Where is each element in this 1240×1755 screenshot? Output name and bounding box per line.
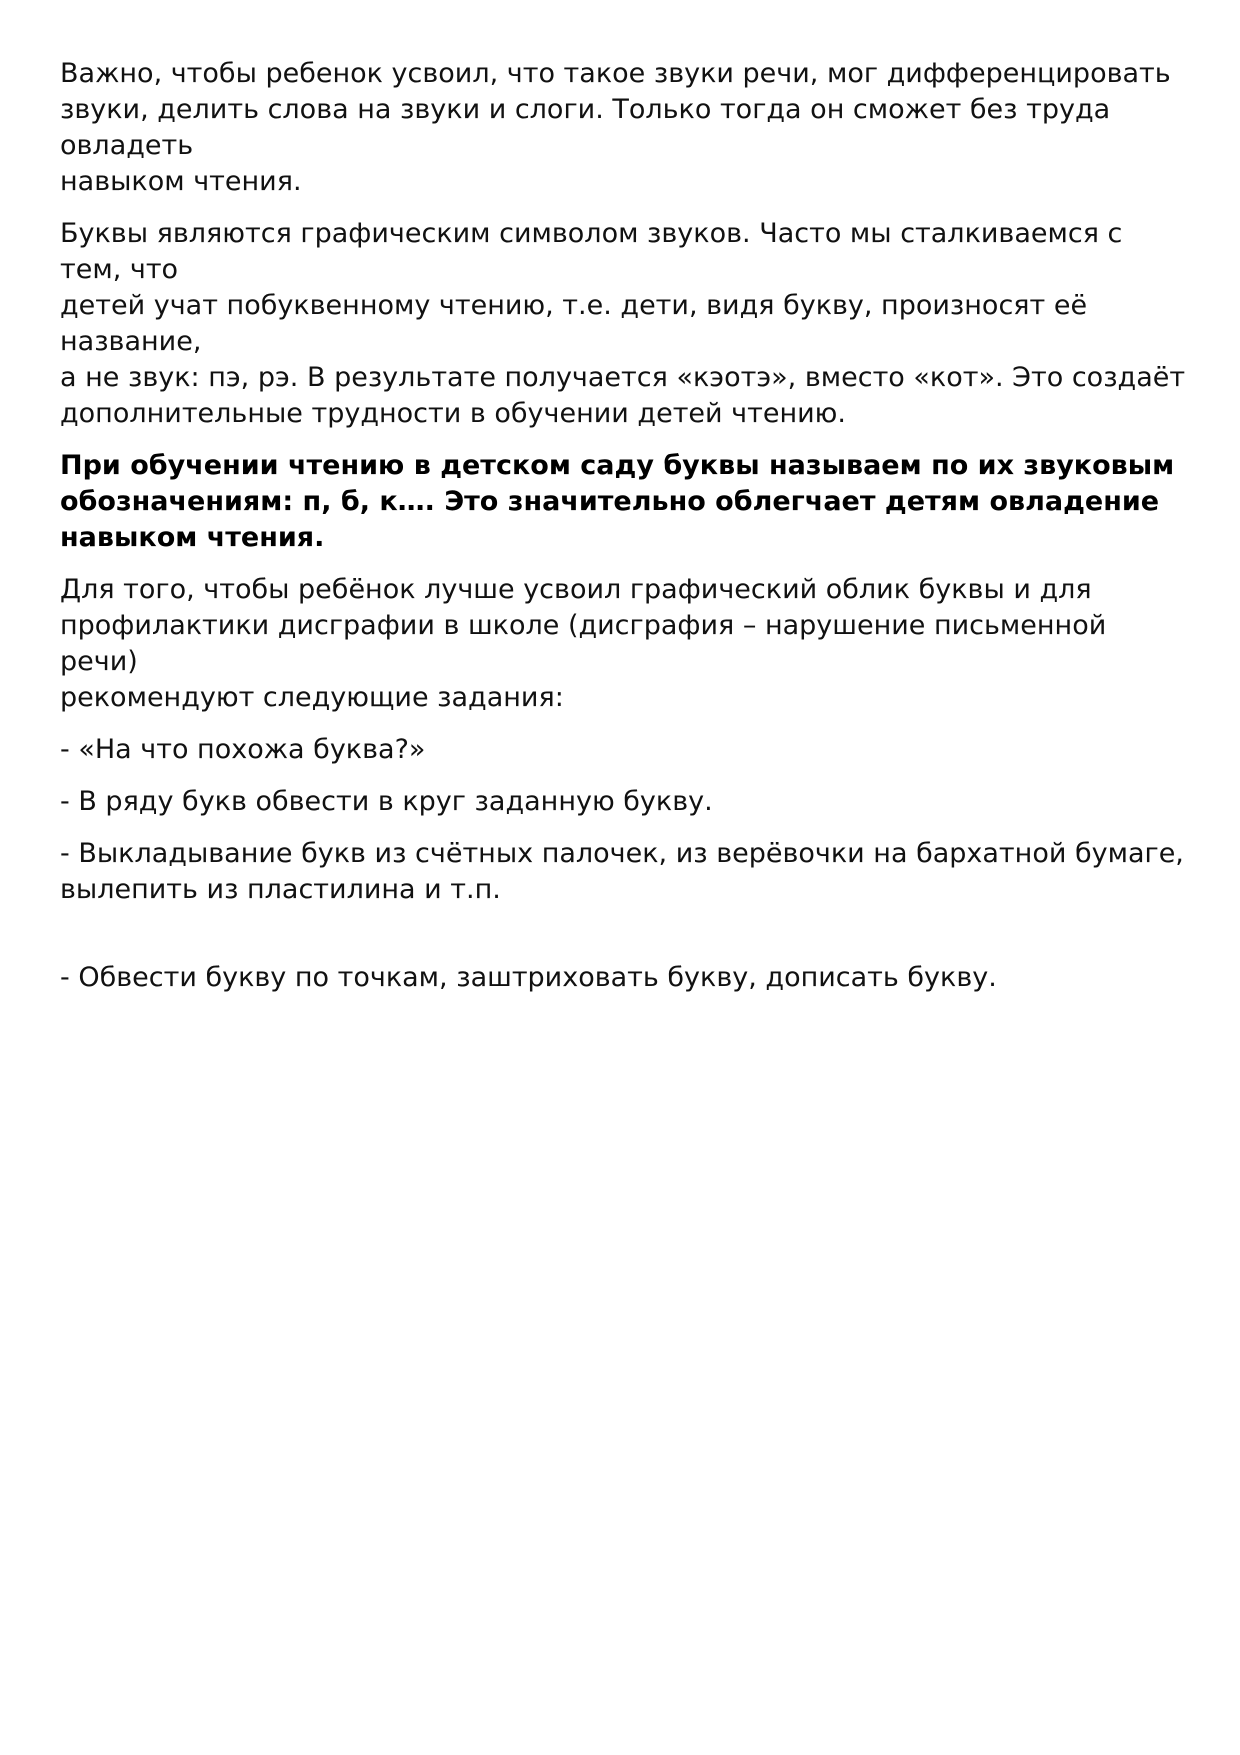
letters-paragraph: Буквы являются графическим символом звуков. Часто мы сталкиваемся с тем, что детей учат побуквенному чтению, т.е. дети, видя букву, произносят её название, а не звук: пэ, рэ. В результате получается «кэотэ», вместо «кот». Это создаёт дополнительные трудности в обучении детей чтению. — [60, 218, 1186, 429]
dysgraphia-paragraph: Для того, чтобы ребёнок лучше усвоил графический облик буквы и для профилактики дисграфии в школе (дисграфия – нарушение письменной речи) рекомендуют следующие задания: — [60, 574, 1107, 713]
document-page — [60, 56, 1190, 1012]
kindergarten-note-paragraph: При обучении чтению в детском саду буквы называем по их звуковым обозначениям: п, б, к…. Это значительно облегчает детям овладение навыком чтения. — [60, 450, 1175, 553]
task-list-item: - «На что похожа буква?» — [60, 734, 426, 765]
task-list-item: - В ряду букв обвести в круг заданную букву. — [60, 786, 713, 817]
task-list-item: - Выкладывание букв из счётных палочек, из верёвочки на бархатной бумаге, вылепить из пластилина и т.п. — [60, 838, 1184, 905]
intro-paragraph: Важно, чтобы ребенок усвоил, что такое звуки речи, мог дифференцировать звуки, делить слова на звуки и слоги. Только тогда он сможет без труда овладеть навыком чтения. — [60, 58, 1171, 197]
task-list-item: - Обвести букву по точкам, заштриховать букву, дописать букву. — [60, 962, 997, 993]
